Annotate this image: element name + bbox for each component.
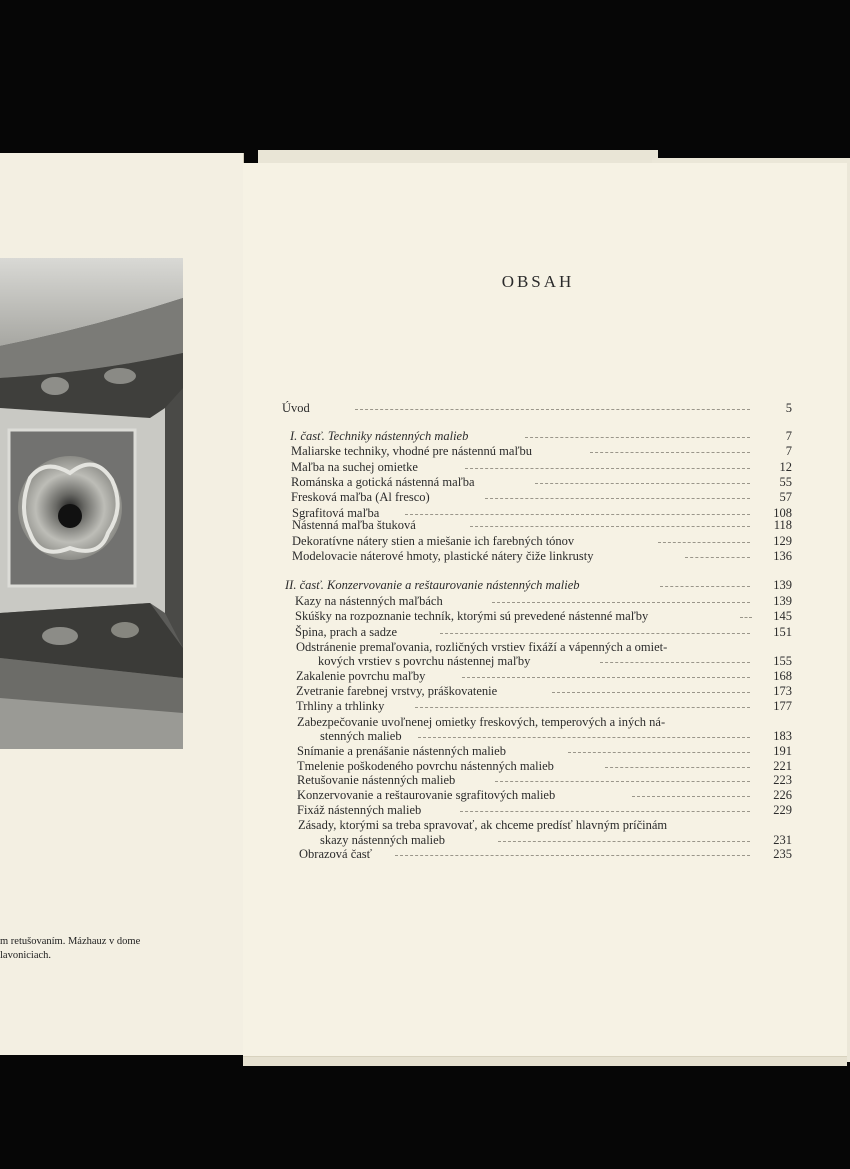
- toc-entry-label: Sgrafitová maľba: [292, 506, 380, 520]
- page-stack-top: [258, 150, 658, 164]
- toc-entry-label: Trhliny a trhlinky: [296, 699, 385, 713]
- toc-entry-page: 191: [773, 744, 792, 758]
- fresco-photo: [0, 258, 183, 749]
- toc-entry-label: Zabezpečovanie uvoľnenej omietky freskových, temperových a iných ná-: [297, 715, 666, 729]
- toc-entry-page: 226: [773, 788, 792, 802]
- toc-title: OBSAH: [501, 272, 575, 291]
- caption-line: m retušovaním. Mázhauz v dome: [0, 936, 141, 947]
- toc-section-heading: I. časť. Techniky nástenných malieb: [290, 429, 469, 443]
- toc-entry-page: 223: [773, 773, 792, 787]
- toc-entry-page: 221: [773, 759, 792, 773]
- toc-entry-label: Odstránenie premaľovania, rozličných vrstiev fixáží a vápenných a omiet-: [296, 640, 668, 654]
- toc-entry-page: 108: [773, 506, 792, 520]
- photo-caption: [0, 935, 190, 963]
- toc-entry-label: Zakalenie povrchu maľby: [296, 669, 426, 683]
- toc-entry-label: Zásady, ktorými sa treba spravovať, ak chceme predísť hlavným príčinám: [298, 818, 668, 832]
- toc-entry-page: 177: [773, 699, 792, 713]
- toc-entry-page: 12: [779, 460, 792, 474]
- toc-entry-label: Špina, prach a sadze: [295, 625, 398, 639]
- toc-section-heading: II. časť. Konzervovanie a reštaurovanie nástenných malieb: [285, 578, 580, 592]
- toc-entry-label: Modelovacie náterové hmoty, plastické nátery čiže linkrusty: [292, 549, 594, 563]
- toc-entry-label: Úvod: [282, 401, 310, 415]
- toc-entry-page: 139: [773, 594, 792, 608]
- toc-entry-page: 229: [773, 803, 792, 817]
- toc-entry-page: 155: [773, 654, 792, 668]
- toc-entry-page: 168: [773, 669, 792, 683]
- toc-entry-label: Tmelenie poškodeného povrchu nástenných malieb: [297, 759, 554, 773]
- toc-entry-label: Fresková maľba (Al fresco): [291, 490, 430, 504]
- right-page: [243, 163, 847, 1056]
- toc-entry-page: 129: [773, 534, 792, 548]
- toc-entry-label: Skúšky na rozpoznanie techník, ktorými sú prevedené nástenné maľby: [295, 609, 649, 623]
- toc-entry-page: 173: [773, 684, 792, 698]
- toc-entry-label: Retušovanie nástenných malieb: [297, 773, 456, 787]
- toc-entry-label: Románska a gotická nástenná maľba: [291, 475, 475, 489]
- toc-entry-label: skazy nástenných malieb: [320, 833, 445, 847]
- toc-entry-page: 5: [785, 401, 792, 415]
- toc-entry-label: Dekoratívne nátery stien a miešanie ich farebných tónov: [292, 534, 575, 548]
- toc-entry-label: Maľba na suchej omietke: [291, 460, 418, 474]
- toc-entry-page: 139: [773, 578, 792, 592]
- toc-entry-label: Maliarske techniky, vhodné pre nástennú maľbu: [291, 444, 533, 458]
- toc-entry-label: Nástenná maľba štuková: [292, 518, 416, 532]
- toc-entry-label: Zvetranie farebnej vrstvy, práškovatenie: [296, 684, 498, 698]
- toc-entry-label: Obrazová časť: [299, 847, 373, 861]
- toc-entry-page: 151: [773, 625, 792, 639]
- toc-entry-label: Fixáž nástenných malieb: [297, 803, 422, 817]
- toc-entry-page: 235: [773, 847, 792, 861]
- toc-entry-page: 7: [785, 429, 792, 443]
- toc-entry-label: kových vrstiev s povrchu nástennej maľby: [318, 654, 531, 668]
- toc-entry-page: 231: [773, 833, 792, 847]
- toc-entry-page: 55: [779, 475, 792, 489]
- toc-entry-label: stenných malieb: [320, 729, 402, 743]
- toc-entry-label: Konzervovanie a reštaurovanie sgrafitových malieb: [297, 788, 556, 802]
- toc-entry-label: Kazy na nástenných maľbách: [295, 594, 443, 608]
- fresco-ceiling-image: [0, 258, 183, 749]
- toc-entry-page: 57: [779, 490, 792, 504]
- toc-entry-label: Snímanie a prenášanie nástenných malieb: [297, 744, 506, 758]
- toc-entry-page: 118: [773, 518, 792, 532]
- toc-entry-page: 145: [773, 609, 792, 623]
- toc-entry-page: 136: [773, 549, 792, 563]
- toc-entry-page: 183: [773, 729, 792, 743]
- toc-entry-page: 7: [785, 444, 792, 458]
- caption-line: lavoniciach.: [0, 950, 52, 961]
